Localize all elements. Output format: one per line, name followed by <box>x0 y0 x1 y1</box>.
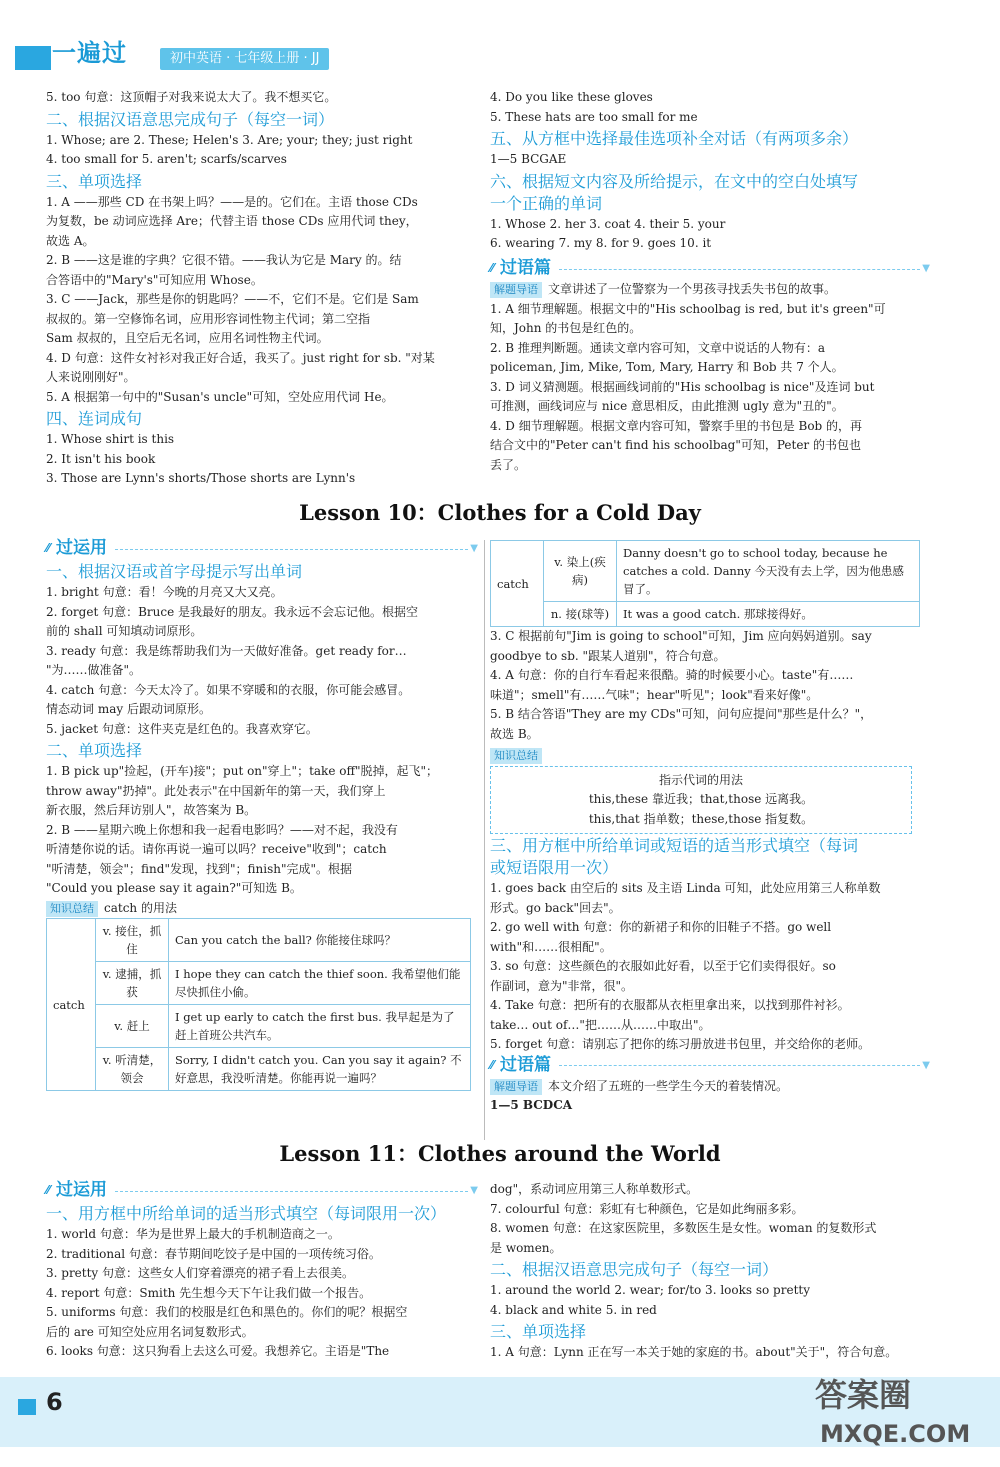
answer-line: 4. too small for 5. aren't; scarfs/scarves <box>46 152 287 166</box>
note-badge: 知识总结 <box>490 748 542 764</box>
page-number-marker <box>18 1399 36 1415</box>
answer-line: 1. goes back 由空后的 sits 及主语 Linda 可知，此处应用第三人称单数 <box>490 881 881 895</box>
subsection-arrow-icon: ▼ <box>922 1059 930 1071</box>
lesson-10-title: Lesson 10：Clothes for a Cold Day <box>299 500 701 525</box>
knowledge-note-header <box>46 899 478 919</box>
section-heading: 二、根据汉语意思完成句子（每空一词） <box>490 1260 779 1279</box>
note-badge: 知识总结 <box>46 901 98 917</box>
answer-line: 2. B 推理判断题。通读文章内容可知，文章中说话的人物有：a <box>490 340 826 355</box>
answer-line: Sam 叔叔的，且空后无名词，应用名词性物主代词。 <box>46 331 329 345</box>
answer-line: 3. so 句意：这些颜色的衣服如此好看，以至于它们卖得很好。so <box>490 959 836 973</box>
answer-line: 5. uniforms 句意：我们的校服是红色和黑色的。你们的呢？根据空 <box>46 1305 408 1319</box>
header-logo: 一遍过 <box>52 39 127 67</box>
table-pos: v. 接住，抓住 <box>96 919 169 962</box>
answer-line: 情态动词 may 后跟动词原形。 <box>46 702 211 716</box>
answer-line: 知，John 的书包是红色的。 <box>490 321 642 335</box>
answer-line: "为……做准备"。 <box>46 663 142 677</box>
answer-line: 5. These hats are too small for me <box>490 109 698 124</box>
table-pos: v. 逮捕，抓获 <box>96 962 169 1005</box>
answer-line: goodbye to sb. "跟某人道别"，符合句意。 <box>490 648 726 663</box>
answer-line: 2. B ——星期六晚上你想和我一起看电影吗？——对不起，我没有 <box>46 822 398 837</box>
answer-line: 3. Those are Lynn's shorts/Those shorts are Lynn's <box>46 471 356 485</box>
table-example: It was a good catch. 那球接得好。 <box>617 602 920 627</box>
answer-line: 1. A 句意：Lynn 正在写一本关于她的家庭的书。about"关于"，符合句意。 <box>490 1345 898 1359</box>
subsection-arrow-icon: ▼ <box>470 1185 478 1197</box>
intro-badge: 解题导语 <box>490 1079 542 1095</box>
answer-line: 5. forget 句意：请别忘了把你的练习册放进书包里，并交给你的老师。 <box>490 1037 871 1051</box>
answer-line: with"和……很相配"。 <box>490 939 612 954</box>
answer-line: 3. pretty 句意：这些女人们穿着漂亮的裙子看上去很美。 <box>46 1266 355 1280</box>
subsection-title: 过运用 <box>56 1180 108 1201</box>
table-word: catch <box>47 919 96 1091</box>
subsection-title: 过运用 <box>56 538 108 559</box>
answer-line: 2. forget 句意：Bruce 是我最好的朋友。我永远不会忘记他。根据空 <box>46 604 419 619</box>
table-pos: v. 染上(疾病) <box>544 541 617 602</box>
subsection-rule <box>115 1191 468 1192</box>
section-heading: 六、根据短文内容及所给提示，在文中的空白处填写 <box>490 171 859 191</box>
reading-intro <box>490 280 930 300</box>
answer-line: 2. It isn't his book <box>46 451 156 466</box>
subsection-header <box>46 538 478 560</box>
answer-line: 1. A ——那些 CD 在书架上吗？——是的。它们在。主语 those CDs <box>46 194 418 209</box>
answer-line: 5. jacket 句意：这件夹克是红色的。我喜欢穿它。 <box>46 721 318 736</box>
answer-line: 4. D 句意：这件女衬衫对我正好合适，我买了。just right for sb. "对某 <box>46 350 435 365</box>
section-heading: 三、用方框中所给单词或短语的适当形式填空（每词 <box>490 836 859 855</box>
subsection-icon: ⁄⁄ <box>46 541 51 556</box>
answer-line: 1. around the world 2. wear; for/to 3. looks so pretty <box>490 1283 810 1297</box>
answer-line: 3. ready 句意：我是练帮助我们为一天做好准备。get ready for… <box>46 643 407 658</box>
table-example: Danny doesn't go to school today, because he catches a cold. Danny 今天没有去上学，因为他患感冒了。 <box>617 541 920 602</box>
table-word: catch <box>491 541 544 627</box>
subsection-rule <box>559 1065 920 1066</box>
lesson-11-title: Lesson 11：Clothes around the World <box>279 1141 721 1166</box>
lesson10-right-column <box>490 540 930 1116</box>
answer-line: 6. looks 句意：这只狗看上去这么可爱。我想养它。主语是"The <box>46 1344 390 1358</box>
column-divider <box>484 540 485 1140</box>
lesson10-left-column <box>46 538 478 1091</box>
answer-line: 1. Whose shirt is this <box>46 432 175 446</box>
answer-line: 后的 are 可知空处应用名词复数形式。 <box>46 1324 254 1339</box>
answer-line: 1. Whose 2. her 3. coat 4. their 5. your <box>490 216 726 231</box>
answer-line: 人来说刚刚好"。 <box>46 370 136 384</box>
subsection-rule <box>559 269 920 270</box>
subsection-title: 过语篇 <box>500 1054 552 1075</box>
watermark-logo: 答案圈 <box>815 1376 912 1414</box>
note-line: this,these 靠近我；that,those 远离我。 <box>588 792 814 806</box>
answer-line: 合答语中的"Mary's"可知应用 Whose。 <box>46 272 263 287</box>
answer-line: 4. Do you like these gloves <box>490 90 653 104</box>
table-example: I get up early to catch the first bus. 我早起是为了赶上首班公共汽车。 <box>169 1005 471 1048</box>
section-heading: 一个正确的单词 <box>490 193 603 213</box>
answer-line: 故选 B。 <box>490 726 539 741</box>
answer-line: 5. too 句意：这顶帽子对我来说太大了。我不想买它。 <box>46 90 337 104</box>
answer-line: 1. Whose; are 2. These; Helen's 3. Are; your; they; just right <box>46 132 413 147</box>
answer-line: 4. black and white 5. in red <box>490 1302 657 1317</box>
table-row <box>47 962 471 1005</box>
table-row <box>491 541 920 602</box>
top-right-column <box>490 88 930 254</box>
subsection-icon: ⁄⁄ <box>46 1183 51 1198</box>
section-heading: 或短语限用一次） <box>490 858 619 877</box>
section-heading: 二、单项选择 <box>46 741 143 760</box>
note-line: this,that 指单数；these,those 指复数。 <box>588 811 814 826</box>
answer-line: 丢了。 <box>490 457 527 472</box>
answer-line: 是 women。 <box>490 1240 562 1255</box>
section-heading: 一、用方框中所给单词的适当形式填空（每词限用一次） <box>46 1204 447 1223</box>
knowledge-note-header <box>490 746 930 766</box>
top-left-column <box>46 88 478 489</box>
answer-line: 可推测，画线词应与 nice 意思相反，由此推测 ugly 意为"丑的"。 <box>490 399 844 413</box>
lesson11-left-column <box>46 1180 478 1362</box>
intro-text: 文章讲述了一位警察为一个男孩寻找丢失书包的故事。 <box>548 282 837 296</box>
answer-line: 1. A 细节理解题。根据文中的"His schoolbag is red, but it's green"可 <box>490 301 886 316</box>
answer-line: 5. B 结合答语"They are my CDs"可知，问句应提问"那些是什么？"， <box>490 707 873 721</box>
page-number: 6 <box>46 1388 63 1416</box>
answer-line: 8. women 句意：在这家医院里，多数医生是女性。woman 的复数形式 <box>490 1221 877 1235</box>
section-heading: 一、根据汉语或首字母提示写出单词 <box>46 562 303 581</box>
answer-line: 1—5 BCGAE <box>490 152 567 166</box>
answer-line: 2. traditional 句意：春节期间吃饺子是中国的一项传统习俗。 <box>46 1246 381 1261</box>
table-row <box>47 919 471 962</box>
subsection-header <box>490 1055 930 1077</box>
answer-line: 形式。go back"回去"。 <box>490 900 621 915</box>
note-title: 指示代词的用法 <box>658 772 743 787</box>
table-row <box>47 1048 471 1091</box>
answer-line: 3. D 词义猜测题。根据画线词前的"His schoolbag is nice"及连词 but <box>490 379 875 394</box>
subsection-header <box>490 258 930 280</box>
answer-line: throw away"扔掉"。此处表示"在中国新年的第一天，我们穿上 <box>46 783 386 798</box>
subsection-arrow-icon: ▼ <box>922 263 930 275</box>
section-heading: 二、根据汉语意思完成句子（每空一词） <box>46 109 335 129</box>
answer-line: 1. bright 句意：看！今晚的月亮又大又亮。 <box>46 585 283 599</box>
table-pos: v. 听清楚，领会 <box>96 1048 169 1091</box>
pronoun-note <box>490 766 912 835</box>
section-heading: 三、单项选择 <box>490 1322 587 1341</box>
answer-line: 听清楚你说的话。请你再说一遍可以吗？receive"收到"；catch <box>46 842 387 856</box>
subsection-icon: ⁄⁄ <box>490 1057 495 1072</box>
answer-line: 4. Take 句意：把所有的衣服都从衣柜里拿出来，以找到那件衬衫。 <box>490 998 850 1012</box>
answer-line: 故选 A。 <box>46 233 95 248</box>
table-pos: n. 接(球等) <box>544 602 617 627</box>
reading-intro <box>490 1077 930 1097</box>
answer-line: dog"，系动词应用第三人称单数形式。 <box>490 1182 699 1196</box>
answer-line: "听清楚，领会"；find"发现，找到"；finish"完成"。根据 <box>46 861 352 876</box>
note-title: catch 的用法 <box>104 900 177 915</box>
subsection-header <box>46 1180 478 1202</box>
table-example: Can you catch the ball? 你能接住球吗？ <box>169 919 471 962</box>
section-heading: 四、连词成句 <box>46 409 143 428</box>
answer-line: policeman, Jim, Mike, Tom, Mary, Harry 和 Bob 共 7 个人。 <box>490 360 844 374</box>
section-heading: 五、从方框中选择最佳选项补全对话（有两项多余） <box>490 129 859 148</box>
answer-line: 味道"；smell"有……气味"；hear"听见"；look"看来好像"。 <box>490 687 819 702</box>
answer-line: 1. world 句意：华为是世界上最大的手机制造商之一。 <box>46 1227 340 1241</box>
reading-answers: 1—5 BCDCA <box>490 1098 573 1112</box>
watermark-url: MXQE.COM <box>820 1420 971 1448</box>
answer-line: 结合文中的"Peter can't find his schoolbag"可知，Peter 的书包也 <box>490 438 861 452</box>
answer-line: 叔叔的。第一空修饰名词，应用形容词性物主代词；第二空指 <box>46 311 371 326</box>
subsection-title: 过语篇 <box>500 258 552 279</box>
answer-line: 6. wearing 7. my 8. for 9. goes 10. it <box>490 236 712 250</box>
answer-line: "Could you please say it again?"可知选 B。 <box>46 881 302 895</box>
table-row <box>491 602 920 627</box>
answer-line: 新衣服，然后拜访别人"，故答案为 B。 <box>46 803 257 817</box>
subsection-icon: ⁄⁄ <box>490 261 495 276</box>
answer-line: 4. D 细节理解题。根据文章内容可知，警察手里的书包是 Bob 的，再 <box>490 418 863 433</box>
answer-line: 1. B pick up"捡起，(开车)接"；put on"穿上"；take off"脱掉，起飞"； <box>46 764 439 778</box>
answer-line: 3. C 根据前句"Jim is going to school"可知，Jim 应向妈妈道别。say <box>490 629 872 643</box>
answer-line: 作副词，意为"非常，很"。 <box>490 978 634 993</box>
table-pos: v. 赶上 <box>96 1005 169 1048</box>
section-heading: 三、单项选择 <box>46 171 143 191</box>
answer-line: 4. report 句意：Smith 先生想今天下午让我们做一个报告。 <box>46 1285 372 1300</box>
catch-usage-table <box>46 918 471 1091</box>
answer-line: 4. A 句意：你的自行车看起来很酷。骑的时候要小心。taste"有…… <box>490 668 854 682</box>
table-example: Sorry, I didn't catch you. Can you say it again? 不好意思，我没听清楚。你能再说一遍吗？ <box>169 1048 471 1091</box>
subsection-arrow-icon: ▼ <box>470 543 478 555</box>
subsection-rule <box>115 549 468 550</box>
table-example: I hope they can catch the thief soon. 我希望他们能尽快抓住小偷。 <box>169 962 471 1005</box>
intro-badge: 解题导语 <box>490 282 542 298</box>
answer-line: 前的 shall 可知填动词原形。 <box>46 624 203 638</box>
answer-line: take… out of…"把……从……中取出"。 <box>490 1017 711 1032</box>
header-logo-bar <box>15 46 51 70</box>
answer-line: 2. go well with 句意：你的新裙子和你的旧鞋子不搭。go well <box>490 920 832 934</box>
catch-table <box>490 540 920 627</box>
table-row <box>47 1005 471 1048</box>
top-right-reading <box>490 258 930 475</box>
answer-line: 为复数，be 动词应选择 Are；代替主语 those CDs 应用代词 they， <box>46 214 418 228</box>
answer-line: 7. colourful 句意：彩虹有七种颜色，它是如此绚丽多彩。 <box>490 1201 804 1216</box>
intro-text: 本文介绍了五班的一些学生今天的着装情况。 <box>548 1078 789 1093</box>
answer-line: 3. C ——Jack，那些是你的钥匙吗？——不，它们不是。它们是 Sam <box>46 292 419 306</box>
header-tag: 初中英语 · 七年级上册 · JJ <box>160 48 329 70</box>
answer-line: 4. catch 句意：今天太冷了。如果不穿暖和的衣服，你可能会感冒。 <box>46 682 411 697</box>
lesson11-right-column <box>490 1180 930 1363</box>
answer-line: 5. A 根据第一句中的"Susan's uncle"可知，空处应用代词 He。 <box>46 389 394 404</box>
answer-line: 2. B ——这是谁的字典？它很不错。——我认为它是 Mary 的。结 <box>46 253 402 267</box>
